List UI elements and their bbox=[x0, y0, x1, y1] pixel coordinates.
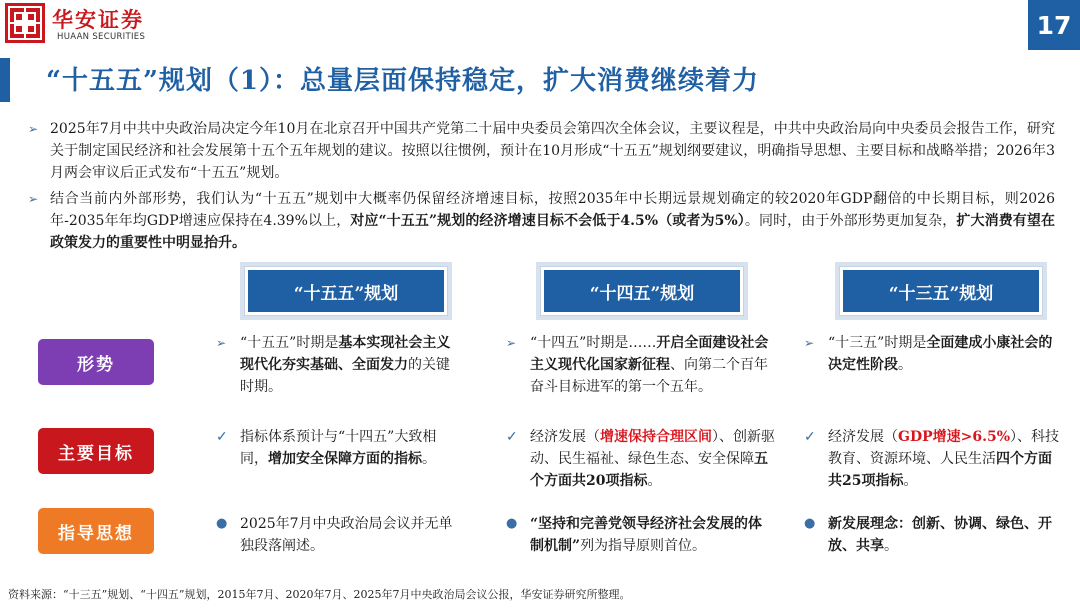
bold-text: “坚持和完善党领导经济社会发展的体制机制” bbox=[530, 516, 763, 554]
text-segment: 。 bbox=[903, 473, 918, 489]
text-segment: 经济发展（ bbox=[530, 429, 600, 445]
cell-text bbox=[216, 426, 456, 470]
text-segment: 经济发展（ bbox=[828, 429, 898, 445]
text-segment: 列为指导原则首位。 bbox=[580, 538, 707, 554]
bullet-dot-icon: ● bbox=[804, 516, 816, 531]
intro-bullet-1 bbox=[30, 118, 1055, 184]
checkmark-icon: ✓ bbox=[216, 429, 228, 445]
cell-situation-14th bbox=[506, 332, 776, 398]
cell-text bbox=[216, 332, 456, 398]
text-segment: “十四五”时期是…… bbox=[530, 335, 657, 351]
intro-text-1 bbox=[30, 118, 1055, 184]
checkmark-icon: ✓ bbox=[804, 429, 816, 445]
text-segment: “十五五”时期是 bbox=[240, 335, 339, 351]
text-segment: 、向第二个百年奋斗目标进军的第一个五年。 bbox=[530, 357, 768, 395]
cell-text bbox=[804, 426, 1062, 492]
text-segment: 结合当前内外部形势，我们认为“十五五”规划中大概率仍保留经济增速目标，按照2035年中长期远景规划确定的较2020年GDP翻倍的中长期目标，则2026年-2035年年均GDP增速应保持在4.39%以上， bbox=[50, 191, 1055, 229]
cell-text bbox=[506, 426, 776, 492]
cell-situation-13th bbox=[804, 332, 1062, 376]
text-segment: 。 bbox=[422, 451, 436, 467]
bold-text: 开启全面建设社会主义现代化国家新征程 bbox=[530, 335, 769, 373]
highlight-text: GDP增速>6.5% bbox=[898, 429, 1011, 445]
text-segment: 。 bbox=[647, 473, 662, 489]
bold-text: 全面建成小康社会的决定性阶段 bbox=[828, 335, 1053, 373]
column-header-15th-plan: “十五五”规划 bbox=[245, 267, 447, 315]
cell-situation-15th bbox=[216, 332, 456, 398]
cell-ideology-15th bbox=[216, 513, 456, 557]
text-segment: “十三五”时期是 bbox=[828, 335, 927, 351]
text-segment: 2025年7月中央政治局会议并无单独段落阐述。 bbox=[240, 516, 453, 554]
page-title: “十五五”规划（1）：总量层面保持稳定，扩大消费继续着力 bbox=[46, 66, 760, 96]
bold-text: 基本实现社会主义现代化夯实基础、全面发力 bbox=[240, 335, 451, 373]
bold-text: 新发展理念：创新、协调、绿色、开放、共享 bbox=[828, 516, 1052, 554]
row-label-situation: 形势 bbox=[38, 339, 154, 385]
bold-text: 扩大消费有望在政策发力的重要性中明显抬升。 bbox=[50, 213, 1056, 251]
cell-text bbox=[506, 513, 776, 557]
cell-goals-13th bbox=[804, 426, 1062, 492]
column-header-13th-plan: “十三五”规划 bbox=[840, 267, 1042, 315]
brand-name-cn: 华安证券 bbox=[52, 7, 144, 32]
text-segment: ）、创新驱动、民生福祉、绿色生态、安全保障 bbox=[530, 429, 775, 467]
row-label-main-goals: 主要目标 bbox=[38, 428, 154, 474]
text-segment: 。 bbox=[884, 538, 898, 554]
text-segment: ）、科技教育、资源环境、人民生活 bbox=[828, 429, 1060, 467]
brand-name-en: HUAAN SECURITIES bbox=[57, 32, 146, 42]
cell-text bbox=[804, 332, 1062, 376]
bullet-dot-icon: ● bbox=[506, 516, 518, 531]
title-accent-bar bbox=[0, 58, 10, 102]
bold-text: 对应“十五五”规划的经济增速目标不会低于4.5%（或者为5%） bbox=[350, 213, 745, 229]
bold-text: 增加安全保障方面的指标 bbox=[268, 451, 422, 467]
text-segment: 。同时，由于外部形势更加复杂， bbox=[744, 213, 957, 229]
bullet-arrow-icon: ➢ bbox=[216, 336, 227, 350]
text-segment: 2025年7月中共中央政治局决定今年10月在北京召开中国共产党第二十届中央委员会第四次全体会议，主要议程是，中共中央政治局向中央委员会报告工作，研究关于制定国民经济和社会发展第十五个五年规划的建议。按照以往惯例，预计在10月形成“十五五”规划纲要建议，明确指导思想、主要目标和战略举措；2026年3月两会审议后正式发布“十五五”规划。 bbox=[50, 121, 1055, 181]
bullet-arrow-icon: ➢ bbox=[28, 192, 39, 206]
cell-goals-15th bbox=[216, 426, 456, 470]
cell-text bbox=[216, 513, 456, 557]
bold-text: 四个方面共25项指标 bbox=[828, 451, 1052, 489]
cell-ideology-13th bbox=[804, 513, 1062, 557]
bullet-arrow-icon: ➢ bbox=[506, 336, 517, 350]
source-note: 资料来源：“十三五”规划、“十四五”规划，2015年7月、2020年7月、2025年7月中央政治局会议公报，华安证券研究所整理。 bbox=[8, 588, 631, 601]
text-segment: 的关键时期。 bbox=[240, 357, 450, 395]
bullet-arrow-icon: ➢ bbox=[28, 122, 39, 136]
cell-ideology-14th bbox=[506, 513, 776, 557]
text-segment: 。 bbox=[898, 357, 912, 373]
huaan-logo-icon bbox=[5, 3, 45, 43]
intro-text-2 bbox=[30, 188, 1055, 254]
highlight-text: 增速保持合理区间 bbox=[600, 429, 712, 445]
text-segment: 指标体系预计与“十四五”大致相同， bbox=[240, 429, 437, 467]
bullet-arrow-icon: ➢ bbox=[804, 336, 815, 350]
intro-bullet-2 bbox=[30, 188, 1055, 254]
cell-text bbox=[506, 332, 776, 398]
row-label-guiding-ideology: 指导思想 bbox=[38, 508, 154, 554]
checkmark-icon: ✓ bbox=[506, 429, 518, 445]
cell-goals-14th bbox=[506, 426, 776, 492]
cell-text bbox=[804, 513, 1062, 557]
bold-text: 五个方面共20项指标 bbox=[530, 451, 768, 489]
column-header-14th-plan: “十四五”规划 bbox=[541, 267, 743, 315]
page-number: 17 bbox=[1028, 0, 1080, 50]
bullet-dot-icon: ● bbox=[216, 516, 228, 531]
